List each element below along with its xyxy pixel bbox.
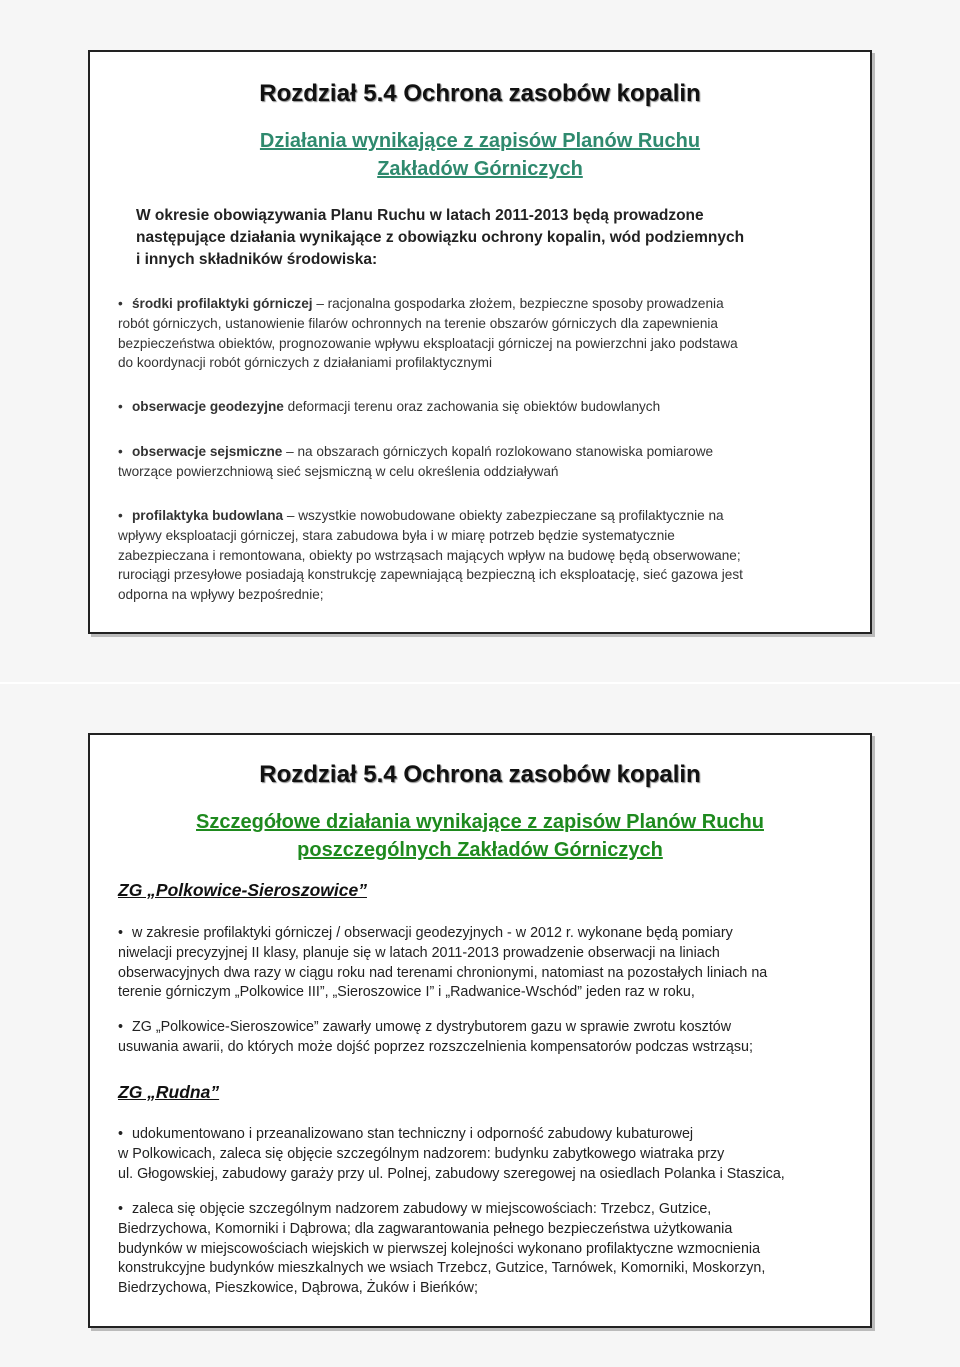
bullet-term: obserwacje geodezyjne xyxy=(132,399,284,414)
subhead-rudna: ZG „Rudna” xyxy=(118,1082,220,1102)
slide-1-subtitle-line-1: Działania wynikające z zapisów Planów Ruchu xyxy=(259,130,701,152)
slide-2-subtitle-line-2: poszczególnych Zakładów Górniczych xyxy=(297,839,663,861)
bullet-text: – wszystkie nowobudowane obiekty zabezpieczane są profilaktycznie na xyxy=(283,508,724,523)
bullet-text: Biedrzychowa, Komorniki i Dąbrowa; dla zagwarantowania pełnego bezpieczeństwa użytkowania xyxy=(118,1220,733,1237)
bullet-text: bezpieczeństwa obiektów, prognozowanie wpływu eksploatacji górniczej na powierzchni jako podstawa xyxy=(118,335,738,351)
slide-2-title: Rozdział 5.4 Ochrona zasobów kopalin xyxy=(259,761,701,788)
bullet-geodetic-measurements xyxy=(118,924,853,1003)
bullet-text: tworzące powierzchniową sieć sejsmiczną w celu określenia oddziaływań xyxy=(118,463,559,479)
bullet-dot: • xyxy=(118,1019,124,1035)
slide-2 xyxy=(88,733,872,1328)
bullet-technical-condition xyxy=(118,1125,853,1184)
bullet-text: deformacji terenu oraz zachowania się obiektów budowlanych xyxy=(283,399,661,414)
bullet-text: wpływy eksploatacji górniczej, stara zabudowa była i w miarę potrzeb będzie systematycznie xyxy=(118,527,675,543)
bullet-geodetic-observation xyxy=(118,397,853,417)
bullet-term: obserwacje sejsmiczne xyxy=(132,444,283,459)
intro-line-1: W okresie obowiązywania Planu Ruchu w latach 2011-2013 będą prowadzone xyxy=(136,207,704,224)
bullet-dot: • xyxy=(118,399,123,414)
slide-2-subtitle-line-1: Szczegółowe działania wynikające z zapisów Planów Ruchu xyxy=(196,811,764,833)
bullet-text: obserwacyjnych dwa razy w ciągu roku nad terenami chronionymi, natomiast na pozostałych liniach na xyxy=(118,964,768,981)
bullet-dot: • xyxy=(118,925,124,941)
bullet-text: zaleca się objęcie szczególnym nadzorem zabudowy w miejscowościach: Trzebcz, Gutzice, xyxy=(132,1201,712,1217)
bullet-text: – racjonalna gospodarka złożem, bezpieczne sposoby prowadzenia xyxy=(312,296,724,311)
bullet-dot: • xyxy=(118,508,123,523)
slide-1 xyxy=(88,50,872,634)
bullet-text: budynków w miejscowościach wiejskich w pierwszej kolejności wykonano profilaktyczne wzmocnienia xyxy=(118,1240,761,1257)
intro-line-2: następujące działania wynikające z obowiązku ochrony kopalin, wód podziemnych xyxy=(136,229,745,246)
intro-line-3: i innych składników środowiska: xyxy=(136,251,378,268)
bullet-dot: • xyxy=(118,444,123,459)
slide-1-intro xyxy=(136,205,846,271)
bullet-text: Biedrzychowa, Pieszkowice, Dąbrowa, Żuków i Bieńków; xyxy=(118,1280,478,1297)
bullet-dot: • xyxy=(118,1201,124,1217)
bullet-text: konstrukcyjne budynków mieszkalnych we wsiach Trzebcz, Gutzice, Tarnówek, Komorniki, Moskorzyn, xyxy=(118,1260,766,1277)
bullet-text: – na obszarach górniczych kopalń rozlokowano stanowiska pomiarowe xyxy=(282,444,714,459)
bullet-gas-agreement xyxy=(118,1018,853,1058)
bullet-text: robót górniczych, ustanowienie filarów ochronnych na terenie obszarów górniczych dla zapewnienia xyxy=(118,315,718,331)
bullet-dot: • xyxy=(118,1126,124,1142)
bullet-text: w zakresie profilaktyki górniczej / obserwacji geodezyjnych - w 2012 r. wykonane będą pomiary xyxy=(132,925,733,941)
bullet-seismic-observation xyxy=(118,442,853,482)
bullet-mining-prevention xyxy=(118,294,853,373)
bullet-text: w Polkowicach, zaleca się objęcie szczególnym nadzorem: budynku zabytkowego wiatraka przy xyxy=(118,1145,725,1162)
bullet-text: zabezpieczana i remontowana, obiekty po wstrząsach mających wpływ na budowę będą obserwowane; xyxy=(118,547,741,563)
bullet-village-supervision xyxy=(118,1200,853,1299)
bullet-text: rurociągi przesyłowe posiadają konstrukcję zapewniającą bezpieczną ich eksploatację, sieć gazowa jest xyxy=(118,567,743,583)
bullet-text: udokumentowano i przeanalizowano stan techniczny i odporność zabudowy kubaturowej xyxy=(132,1126,694,1142)
bullet-text: terenie górniczym „Polkowice III”, „Sieroszowice I” i „Radwanice-Wschód” jeden raz w roku, xyxy=(118,984,695,1001)
bullet-text: ZG „Polkowice-Sieroszowice” zawarły umowę z dystrybutorem gazu w sprawie zwrotu kosztów xyxy=(132,1019,732,1035)
slide-2-subtitle xyxy=(90,808,870,864)
bullet-text: do koordynacji robót górniczych z działaniami profilaktycznymi xyxy=(118,355,492,371)
slide-1-title: Rozdział 5.4 Ochrona zasobów kopalin xyxy=(259,80,701,107)
bullet-text: niwelacji precyzyjnej II klasy, planuje się w latach 2011-2013 prowadzenie obserwacji na liniach xyxy=(118,944,720,961)
subhead-polkowice-sieroszowice: ZG „Polkowice-Sieroszowice” xyxy=(118,880,367,900)
bullet-building-prevention xyxy=(118,506,853,605)
bullet-text: usuwania awarii, do których może dojść poprzez rozszczelnienia kompensatorów podczas wstrząsu; xyxy=(118,1038,753,1055)
slide-1-subtitle xyxy=(90,127,870,183)
bullet-term: środki profilaktyki górniczej xyxy=(132,296,313,311)
bullet-term: profilaktyka budowlana xyxy=(132,508,284,523)
bullet-text: ul. Głogowskiej, zabudowy garaży przy ul. Polnej, zabudowy szeregowej na osiedlach Polanka i Staszica, xyxy=(118,1165,785,1182)
slide-1-subtitle-line-2: Zakładów Górniczych xyxy=(377,158,583,180)
bullet-dot: • xyxy=(118,296,123,311)
bullet-text: odporna na wpływy bezpośrednie; xyxy=(118,587,324,603)
